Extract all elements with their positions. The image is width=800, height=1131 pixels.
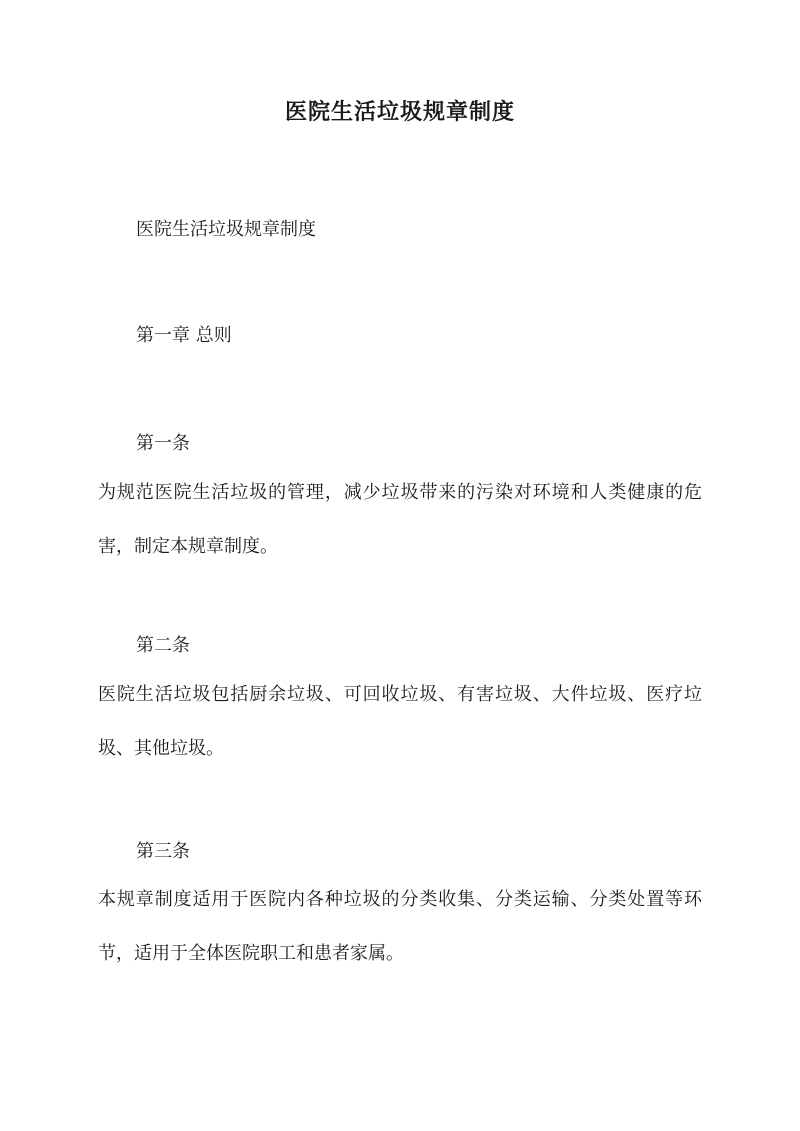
document-subtitle: 医院生活垃圾规章制度 bbox=[136, 219, 316, 240]
article-text-1: 为规范医院生活垃圾的管理，减少垃圾带来的污染对环境和人类健康的危害，制定本规章制度。 bbox=[98, 482, 702, 557]
article-text-3: 本规章制度适用于医院内各种垃圾的分类收集、分类运输、分类处置等环节，适用于全体医院职工和患者家属。 bbox=[98, 889, 702, 964]
article-label-3: 第三条 bbox=[136, 841, 190, 862]
chapter-heading: 第一章 总则 bbox=[136, 325, 232, 346]
document-title: 医院生活垃圾规章制度 bbox=[284, 99, 515, 125]
article-text-2: 医院生活垃圾包括厨余垃圾、可回收垃圾、有害垃圾、大件垃圾、医疗垃圾、其他垃圾。 bbox=[98, 684, 702, 759]
article-label-1: 第一条 bbox=[136, 433, 190, 454]
article-label-2: 第二条 bbox=[136, 635, 190, 656]
